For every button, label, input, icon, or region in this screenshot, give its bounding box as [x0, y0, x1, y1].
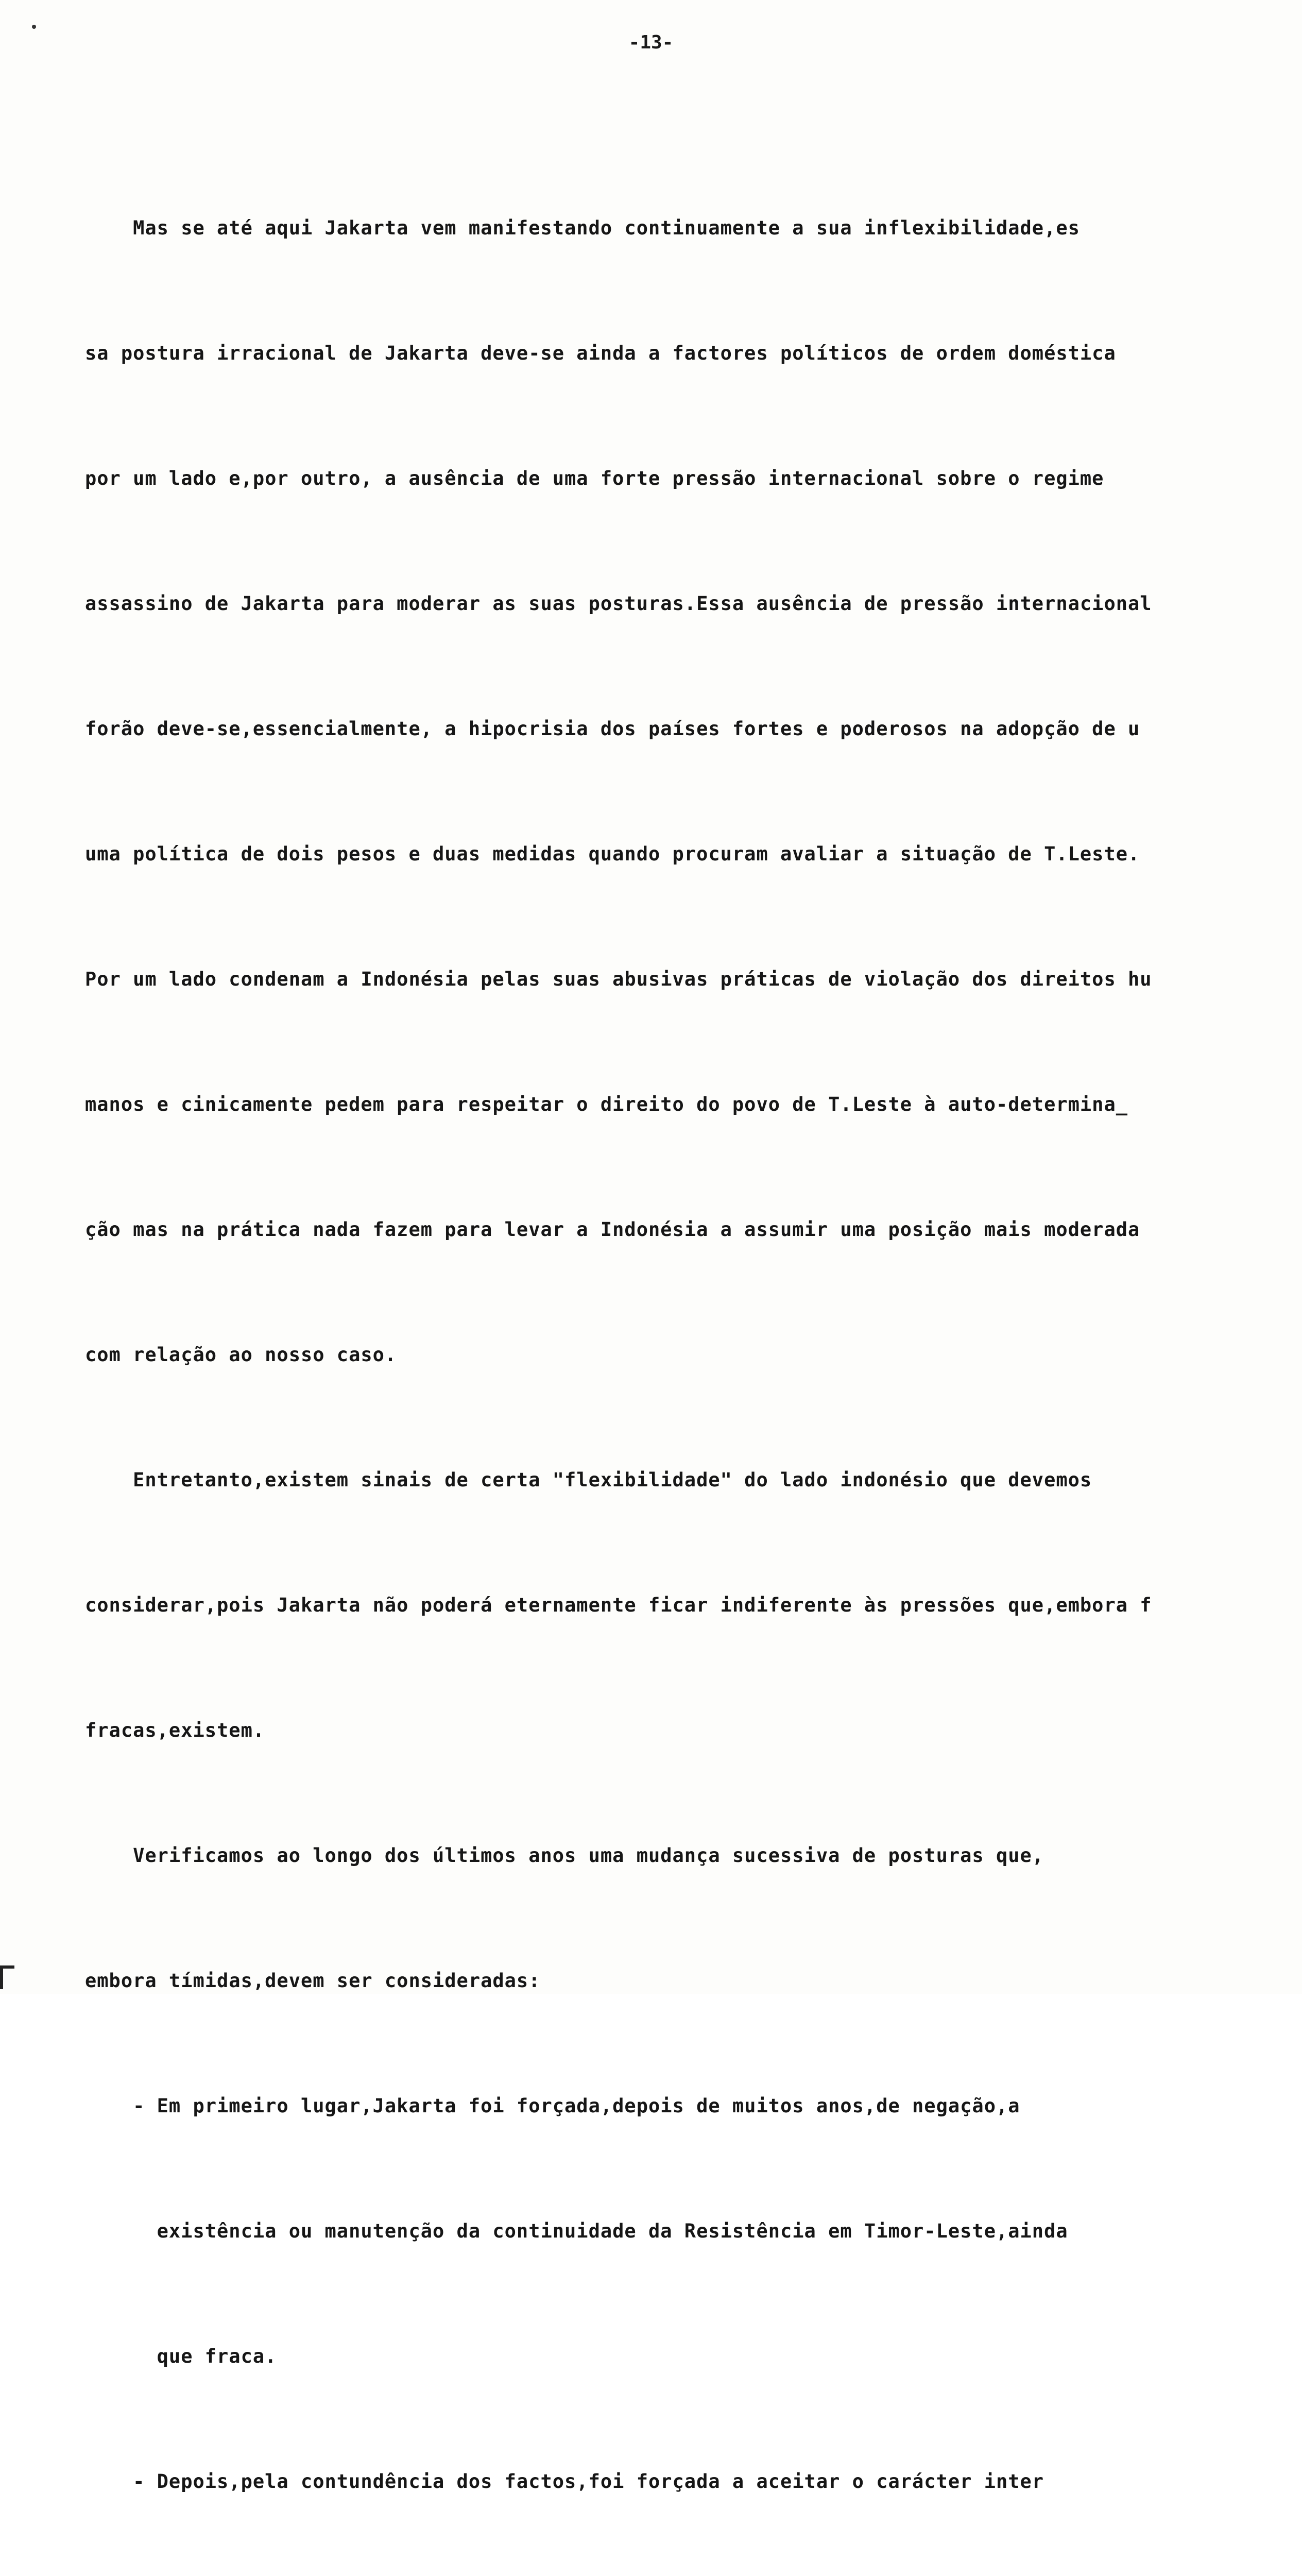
- text-line: Entretanto,existem sinais de certa "flexibilidade" do lado indonésio que devemos: [85, 1469, 1092, 1491]
- list-item-line: - Depois,pela contundência dos factos,foi forçada a aceitar o carácter inter: [85, 2470, 1044, 2493]
- text-line: forão deve-se,essencialmente, a hipocrisia dos países fortes e poderosos na adopção de u: [85, 718, 1140, 740]
- text-line: manos e cinicamente pedem para respeitar o direito do povo de T.Leste à auto-determina_: [85, 1093, 1128, 1115]
- margin-speck: [32, 25, 36, 29]
- text-line: Mas se até aqui Jakarta vem manifestando continuamente a sua inflexibilidade,es: [85, 217, 1080, 239]
- text-line: assassino de Jakarta para moderar as suas posturas.Essa ausência de pressão internacional: [85, 592, 1152, 615]
- text-line: considerar,pois Jakarta não poderá eternamente ficar indiferente às pressões que,embora f: [85, 1594, 1152, 1616]
- text-line: embora tímidas,devem ser consideradas:: [85, 1970, 541, 1992]
- list-item-line: existência ou manutenção da continuidade da Resistência em Timor-Leste,ainda: [85, 2220, 1068, 2242]
- text-line: com relação ao nosso caso.: [85, 1344, 397, 1366]
- text-line: por um lado e,por outro, a ausência de uma forte pressão internacional sobre o regime: [85, 467, 1104, 489]
- text-line: fracas,existem.: [85, 1719, 265, 1741]
- text-line: ção mas na prática nada fazem para levar a Indonésia a assumir uma posição mais moderada: [85, 1218, 1140, 1241]
- text-line: Verificamos ao longo dos últimos anos uma mudança sucessiva de posturas que,: [85, 1844, 1044, 1867]
- document-body: [85, 124, 1231, 2576]
- list-item-line: - Em primeiro lugar,Jakarta foi forçada,depois de muitos anos,de negação,a: [85, 2095, 1020, 2117]
- list-item-line: que fraca.: [85, 2345, 277, 2367]
- text-line: Por um lado condenam a Indonésia pelas suas abusivas práticas de violação dos direitos hu: [85, 968, 1152, 990]
- text-line: uma política de dois pesos e duas medidas quando procuram avaliar a situação de T.Leste.: [85, 843, 1140, 865]
- page-number: -13-: [628, 32, 674, 53]
- margin-bracket-mark: [0, 1965, 14, 1989]
- text-line: sa postura irracional de Jakarta deve-se ainda a factores políticos de ordem doméstica: [85, 342, 1116, 364]
